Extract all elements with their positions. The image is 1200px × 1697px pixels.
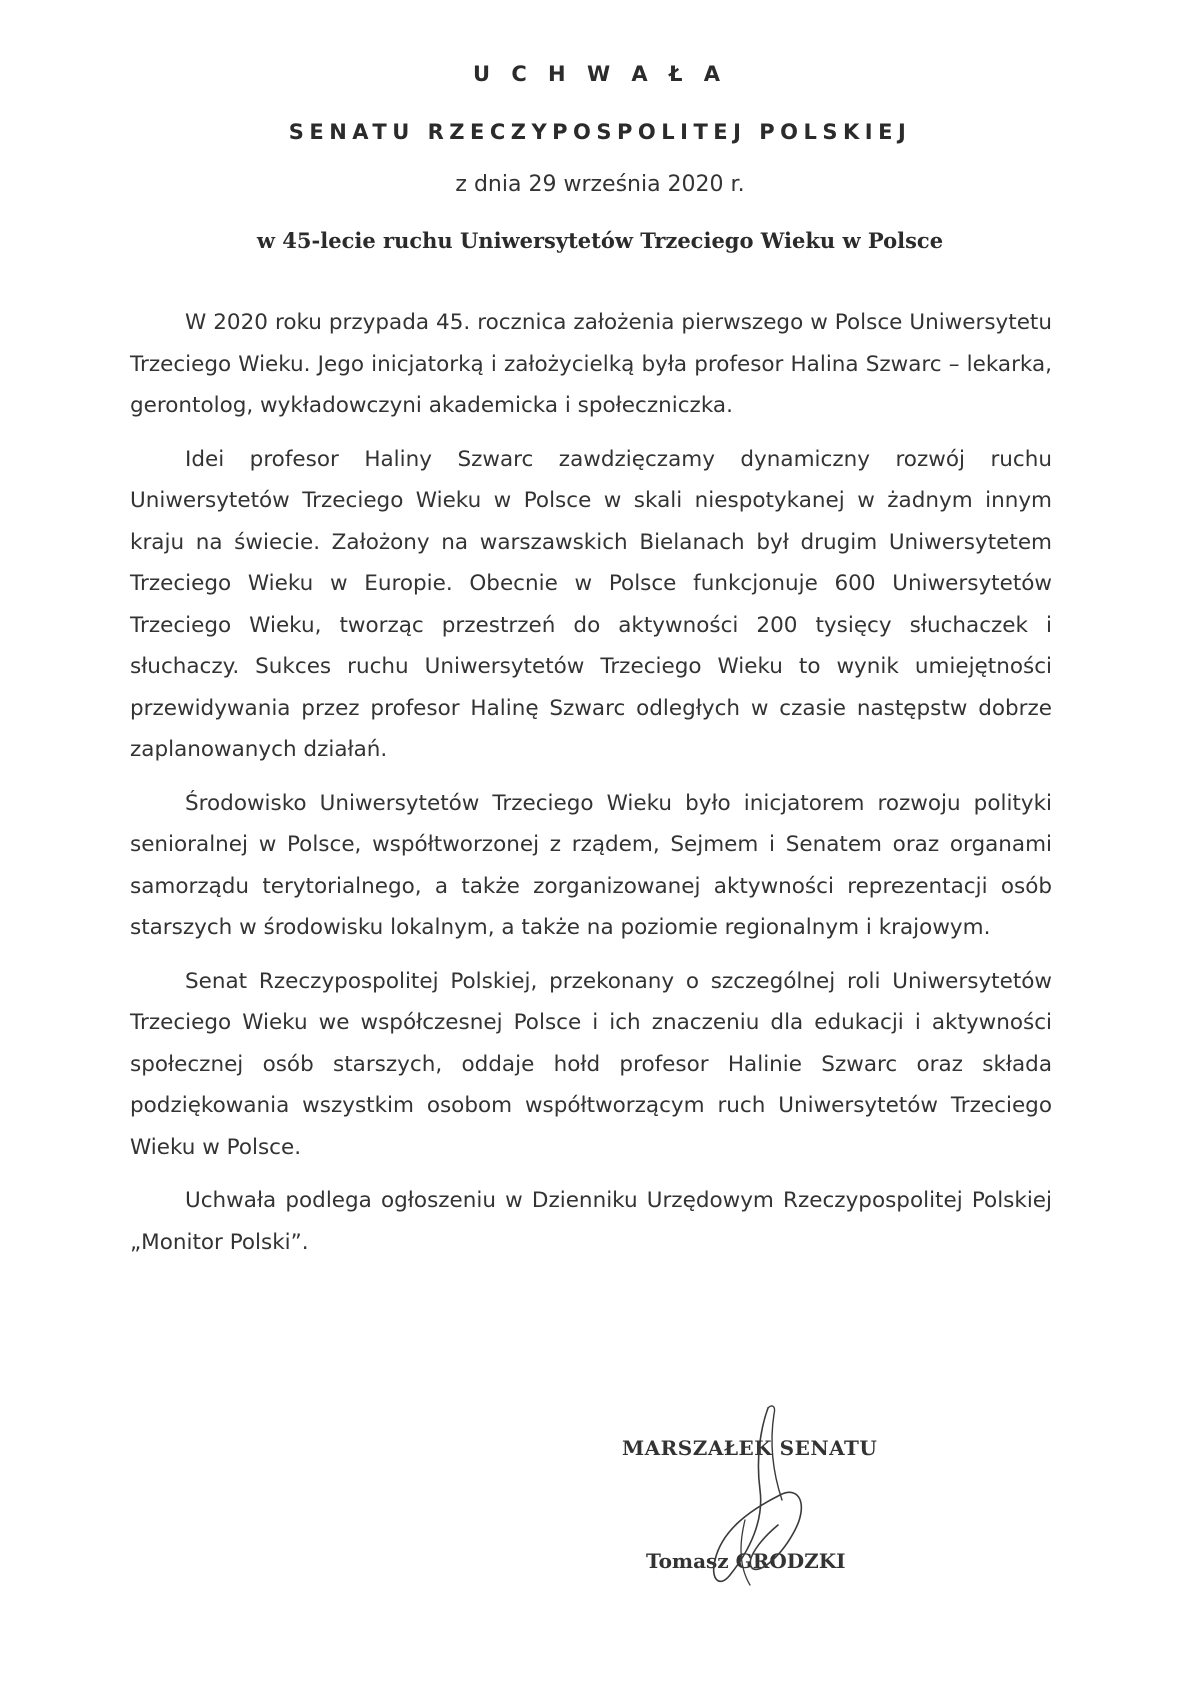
- document-title: U C H W A Ł A: [472, 62, 728, 86]
- paragraph-4: Senat Rzeczypospolitej Polskiej, przekonany o szczególnej roli Uniwersytetów Trzeciego Wieku we współczesnej Polsce i ich znaczeniu dla edukacji i aktywności społecznej osób starszych, oddaje hołd profesor Halinie Szwarc oraz składa podziękowania wszystkim osobom współtworzącym ruch Uniwersytetów Trzeciego Wieku w Polsce.: [130, 968, 1052, 1160]
- document-issuer: SENATU RZECZYPOSPOLITEJ POLSKIEJ: [288, 120, 912, 144]
- document-body: [130, 302, 1052, 1275]
- signatory-title: MARSZAŁEK SENATU: [622, 1436, 878, 1460]
- paragraph-2: Idei profesor Haliny Szwarc zawdzięczamy dynamiczny rozwój ruchu Uniwersytetów Trzeciego Wieku w Polsce w skali niespotykanej w żadnym innym kraju na świecie. Założony na warszawskich Bielanach był drugim Uniwersytetem Trzeciego Wieku w Europie. Obecnie w Polsce funkcjonuje 600 Uniwersytetów Trzeciego Wieku, tworząc przestrzeń do aktywności 200 tysięcy słuchaczek i słuchaczy. Sukces ruchu Uniwersytetów Trzeciego Wieku to wynik umiejętności przewidywania przez profesor Halinę Szwarc odległych w czasie następstw dobrze zaplanowanych działań.: [130, 446, 1052, 762]
- document-subject: w 45-lecie ruchu Uniwersytetów Trzeciego Wieku w Polsce: [256, 228, 944, 253]
- paragraph-3: Środowisko Uniwersytetów Trzeciego Wieku było inicjatorem rozwoju polityki senioralnej w Polsce, współtworzonej z rządem, Sejmem i Senatem oraz organami samorządu terytorialnego, a także zorganizowanej aktywności reprezentacji osób starszych w środowisku lokalnym, a także na poziomie regionalnym i krajowym.: [130, 790, 1052, 940]
- paragraph-1: W 2020 roku przypada 45. rocznica założenia pierwszego w Polsce Uniwersytetu Trzeciego Wieku. Jego inicjatorką i założycielką była profesor Halina Szwarc – lekarka, gerontolog, wykładowczyni akademicka i społeczniczka.: [130, 310, 1052, 418]
- signatory-name: Tomasz GRODZKI: [646, 1549, 846, 1573]
- paragraph-5: Uchwała podlega ogłoszeniu w Dzienniku Urzędowym Rzeczypospolitej Polskiej „Monitor Polski”.: [130, 1188, 1052, 1255]
- handwritten-signature: [690, 1400, 830, 1600]
- document-date: z dnia 29 września 2020 r.: [455, 172, 745, 197]
